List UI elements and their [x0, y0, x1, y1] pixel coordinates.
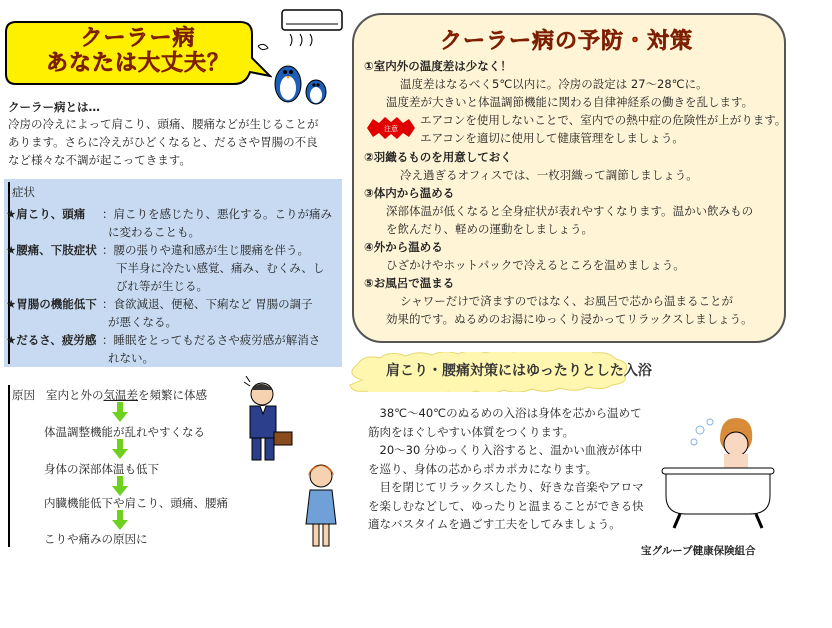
cause-step: 体温調整機能が乱れやすくなる [44, 425, 205, 439]
woman-shoulder-pain-illustration [296, 460, 346, 550]
prevention-text: 温度差はなるべく5℃以内に。冷房の設定は 27～28℃に。 [400, 77, 708, 91]
cause-divider [8, 385, 10, 547]
intro-text: 冷房の冷えによって肩こり、頭痛、腰痛などが生じることが あります。さらに冷えがひどくなると、だるさや胃腸の不良 など様々な不調が起こってきます。 [8, 117, 319, 167]
prevention-text: ひざかけやホットパックで冷えるところを温めましょう。 [386, 258, 685, 272]
prevention-text: を飲んだり、軽めの運動をしましょう。 [386, 222, 593, 236]
cause-step: 内臓機能低下や肩こり、頭痛、腰痛 [44, 496, 228, 510]
prevention-text: エアコンを使用しないことで、室内での熱中症の危険性が上がります。 [420, 113, 787, 127]
prevention-text: 深部体温が低くなると全身症状が表れやすくなります。温かい飲みもの [386, 204, 754, 218]
businessman-headache-illustration [236, 376, 298, 462]
prevention-text: エアコンを適切に使用して健康管理をしましょう。 [420, 131, 684, 145]
symptom-item: ★肩こり、頭痛 ：肩こりを感じたり、悪化する。こりが痛み [6, 207, 332, 221]
symptom-item-cont: れない。 [108, 351, 154, 365]
cause-step: こりや痛みの原因に [44, 532, 148, 546]
cause-first-step: 室内と外の気温差を頻繁に体感 [46, 388, 207, 402]
prevention-heading: ⑤お風呂で温まる [364, 276, 455, 290]
air-conditioner-penguins-illustration [256, 6, 348, 106]
cause-step: 身体の深部体温も低下 [44, 462, 159, 476]
page-title: クーラー病 あなたは大丈夫？ [45, 26, 230, 76]
bath-title: 肩こり・腰痛対策にはゆったりとした入浴 [386, 363, 652, 379]
cause-label: 原因 [12, 388, 35, 402]
prevention-text: シャワーだけで済ますのではなく、お風呂で芯から温まることが [400, 294, 734, 308]
symptom-item: ★だるさ、疲労感 ：睡眠をとってもだるさや疲労感が解消さ [6, 333, 321, 347]
prevention-heading: ④外から温める [364, 240, 443, 254]
prevention-text: 冷え過ぎるオフィスでは、一枚羽織って調節しましょう。 [400, 168, 698, 182]
footer-organization: 宝グループ健康保険組合 [641, 545, 756, 557]
symptom-item-cont: が悪くなる。 [108, 315, 177, 329]
warning-badge-icon [367, 117, 415, 139]
symptom-item: ★胃腸の機能低下 ：食欲減退、便秘、下痢など 胃腸の調子 [6, 297, 313, 311]
green-down-arrow-icon [112, 439, 128, 459]
green-down-arrow-icon [112, 510, 128, 530]
warning-badge-label: 注意 [384, 125, 398, 133]
bathtub-illustration [654, 410, 778, 534]
symptom-item-cont: びれ等が生じる。 [116, 279, 208, 293]
symptom-item: ★腰痛、下肢症状 ：腰の張りや違和感が生じ腰痛を伴う。 [6, 243, 309, 257]
symptoms-heading: 症状 [12, 185, 35, 199]
prevention-text: 温度差が大きいと体温調節機能に関わる自律神経系の働きを乱します。 [386, 95, 754, 109]
prevention-heading: ②羽織るものを用意しておく [364, 150, 512, 164]
prevention-title: クーラー病の予防・対策 [440, 29, 694, 54]
prevention-text: 効果的です。ぬるめのお湯にゆっくり浸かってリラックスしましょう。 [386, 312, 753, 326]
symptom-item-cont: 下半身に冷たい感覚、痛み、むくみ、し [116, 261, 325, 275]
green-down-arrow-icon [112, 476, 128, 496]
prevention-heading: ①室内外の温度差は少なく！ [364, 59, 512, 73]
intro-heading: クーラー病とは… [8, 100, 100, 114]
prevention-heading: ③体内から温める [364, 186, 455, 200]
green-down-arrow-icon [112, 402, 128, 422]
bath-text: 38℃～40℃のぬるめの入浴は身体を芯から温めて 筋肉をほぐしやすい体質をつくります。 20～30 分ゆっくり入浴すると、温かい血液が体中 を巡り、身体の芯からポカポカになります。 目を閉じてリラックスしたり、好きな音楽やアロマ を楽しむなどして、ゆったりと温まることができる快 適なバスタイムを過ごす工夫をしてみましょう。 [368, 406, 644, 531]
symptom-item-cont: に変わることも。 [108, 225, 200, 239]
